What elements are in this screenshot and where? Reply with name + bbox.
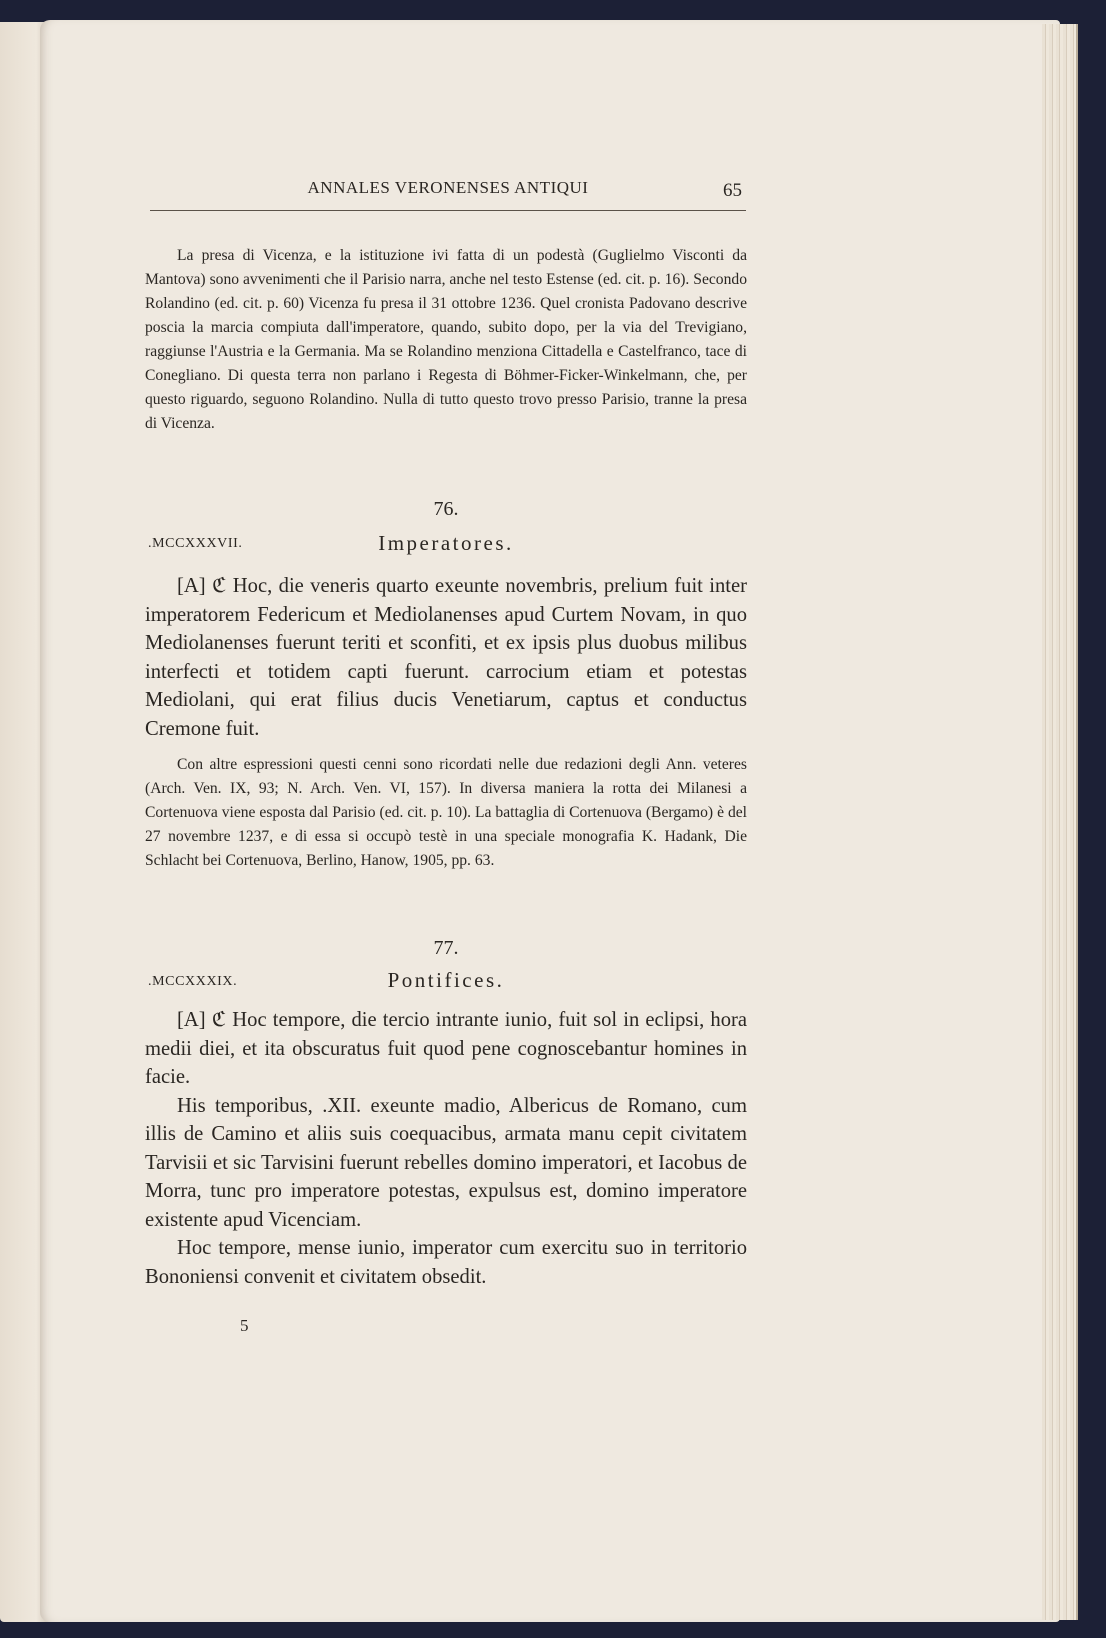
entry-text-77: [145, 1006, 747, 1291]
entry-paragraph: [A] ℭ Hoc, die veneris quarto exeunte novembris, prelium fuit inter imperatorem Federicum et Mediolanenses apud Curtem Novam, in quo Mediolanenses fuerunt teriti et sconfiti, et ex ipsis plus duobus milibus interfecti et totidem capti fuerunt. carrocium etiam et potestas Mediolani, qui erat filius ducis Venetiarum, captus et conductus Cremone fuit.: [145, 575, 747, 740]
entry-text-76: [145, 572, 747, 743]
running-title: ANNALES VERONENSES ANTIQUI: [307, 178, 589, 197]
page-number: 65: [723, 180, 742, 201]
entry-year-76: .MCCXXXVII.: [148, 536, 243, 551]
commentary-note-1: [145, 244, 747, 436]
entry-year-77: .MCCXXXIX.: [148, 974, 238, 989]
entry-paragraph-3: Hoc tempore, mense iunio, imperator cum exercitu suo in territorio Bononiensi convenit et civitatem obsedit.: [145, 1237, 747, 1288]
signature-mark: 5: [240, 1316, 249, 1335]
note-paragraph: Con altre espressioni questi cenni sono ricordati nelle due redazioni degli Ann. veteres (Arch. Ven. IX, 93; N. Arch. Ven. VI, 157). In diversa maniera la rotta dei Milanesi a Cortenuova viene esposta dal Parisio (ed. cit. p. 10). La battaglia di Cortenuova (Bergamo) è del 27 novembre 1237, e di essa si occupò testè in una speciale monografia K. Hadank, Die Schlacht bei Cortenuova, Berlino, Hanow, 1905, pp. 63.: [145, 756, 747, 869]
entry-title-77: Pontifices.: [387, 968, 505, 992]
page-edges: [1042, 24, 1078, 1620]
entry-paragraph-2: His temporibus, .XII. exeunte madio, Albericus de Romano, cum illis de Camino et aliis suis coequacibus, armata manu cepit civitatem Tarvisii et sic Tarvisini fuerunt rebelles domino imperatori, et Iacobus de Morra, tunc pro imperatore potestas, expulsus est, domino imperatore existente apud Vicenciam.: [145, 1094, 747, 1231]
entry-number-76: 76.: [433, 498, 459, 520]
note-paragraph: La presa di Vicenza, e la istituzione ivi fatta di un podestà (Guglielmo Visconti da Mantova) sono avvenimenti che il Parisio narra, anche nel testo Estense (ed. cit. p. 16). Secondo Rolandino (ed. cit. p. 60) Vicenza fu presa il 31 ottobre 1236. Quel cronista Padovano descrive poscia la marcia compiuta dall'imperatore, quando, subito dopo, per la via del Trevigiano, raggiunse l'Austria e la Germania. Ma se Rolandino menziona Cittadella e Castelfranco, tace di Conegliano. Di questa terra non parlano i Regesta di Böhmer-Ficker-Winkelmann, che, per questo riguardo, seguono Rolandino. Nulla di tutto questo trovo presso Parisio, tranne la presa di Vicenza.: [145, 247, 747, 432]
commentary-note-76: [145, 753, 747, 873]
page-header: [150, 178, 746, 211]
entry-title-76: Imperatores.: [378, 531, 514, 555]
entry-number-77: 77.: [433, 937, 459, 959]
entry-paragraph-1: [A] ℭ Hoc tempore, die tercio intrante iunio, fuit sol in eclipsi, hora medii diei, et ita obscuratus fuit quod pene cognoscebantur homines in facie.: [145, 1009, 747, 1088]
